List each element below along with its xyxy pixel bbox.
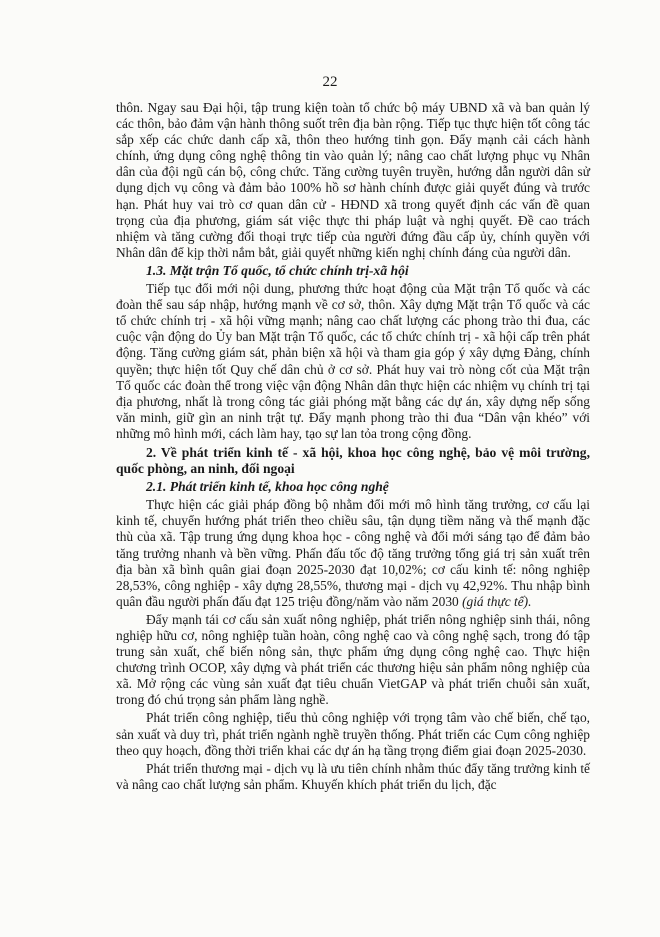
heading-2-1-economic-development: 2.1. Phát triển kinh tế, khoa học công nghệ	[146, 479, 389, 495]
paragraph-trade-services: Phát triển thương mại - dịch vụ là ưu tiên chính nhằm thúc đẩy tăng trưởng kinh tế và nâng cao chất lượng sản phẩm. Khuyến khích phát triển du lịch, đặc	[116, 760, 590, 792]
paragraph-commune-government: thôn. Ngay sau Đại hội, tập trung kiện toàn tổ chức bộ máy UBND xã và ban quản lý các thôn, bảo đảm vận hành thông suốt trên địa bàn rộng. Tiếp tục thực hiện tốt công tác sắp xếp các chức danh cấp xã, thôn theo hướng tinh gọn. Đẩy mạnh cải cách hành chính, ứng dụng công nghệ thông tin vào quản lý; nâng cao chất lượng phục vụ Nhân dân của đội ngũ cán bộ, công chức. Tăng cường tuyên truyền, hướng dẫn người dân sử dụng dịch vụ công và đảm bảo 100% hồ sơ hành chính được giải quyết đúng và trước hạn. Phát huy vai trò cơ quan dân cử - HĐND xã trong quyết định các vấn đề quan trọng của địa phương, giám sát việc thực thi pháp luật và nghị quyết. Đề cao trách nhiệm và tăng cường đối thoại trực tiếp của người đứng đầu cấp ủy, chính quyền với Nhân dân để kịp thời nắm bắt, giải quyết những kiến nghị chính đáng của người dân.	[116, 100, 590, 260]
document-body	[116, 100, 590, 795]
page-number: 22	[322, 74, 338, 90]
growth-model-text: Thực hiện các giải pháp đồng bộ nhằm đổi mới mô hình tăng trưởng, cơ cấu lại kinh tế, chuyển hướng phát triển theo chiều sâu, tận dụng tiềm năng và thế mạnh đặc thù của xã. Tập trung ứng dụng khoa học - công nghệ và đổi mới sáng tạo để đảm bảo tăng trưởng nhanh và bền vững. Phấn đấu tốc độ tăng trưởng tổng giá trị sản xuất trên địa bàn xã bình quân giai đoạn 2025-2030 đạt 10,02%; cơ cấu kinh tế: nông nghiệp 28,53%, công nghiệp - xây dựng 28,55%, thương mại - dịch vụ 42,92%. Thu nhập bình quân đầu người phấn đấu đạt 125 triệu đồng/năm vào năm 2030	[116, 497, 590, 609]
paragraph-fatherland-front: Tiếp tục đổi mới nội dung, phương thức hoạt động của Mặt trận Tổ quốc và các đoàn thể sau sáp nhập, hướng mạnh về cơ sở, thôn. Xây dựng Mặt trận Tổ quốc và các tổ chức chính trị - xã hội vững mạnh; nâng cao chất lượng các phong trào thi đua, các cuộc vận động do Ủy ban Mặt trận Tổ quốc, các tổ chức chính trị - xã hội cấp trên phát động. Tăng cường giám sát, phản biện xã hội và tham gia góp ý xây dựng Đảng, chính quyền; thực hiện tốt Quy chế dân chủ ở cơ sở. Phát huy vai trò nòng cốt của Mặt trận Tổ quốc các đoàn thể trong việc vận động Nhân dân thực hiện các nhiệm vụ chính trị tại địa phương, nhất là trong công tác giải phóng mặt bằng các dự án, xây dựng nếp sống văn minh, giữ gìn an ninh trật tự. Đẩy mạnh phong trào thi đua “Dân vận khéo” với những mô hình mới, cách làm hay, tạo sự lan tỏa trong cộng đồng.	[116, 281, 590, 441]
current-price-note: (giá thực tế).	[462, 593, 532, 609]
heading-1-3-fatherland-front: 1.3. Mặt trận Tổ quốc, tổ chức chính trị-xã hội	[146, 262, 409, 278]
paragraph-industry: Phát triển công nghiệp, tiểu thủ công nghiệp với trọng tâm vào chế biến, chế tạo, sản xuất và duy trì, phát triển ngành nghề truyền thống. Phát triển các Cụm công nghiệp theo quy hoạch, đồng thời triển khai các dự án hạ tầng trọng điểm giai đoạn 2025-2030.	[116, 710, 590, 758]
paragraph-agriculture: Đẩy mạnh tái cơ cấu sản xuất nông nghiệp, phát triển nông nghiệp sinh thái, nông nghiệp hữu cơ, nông nghiệp tuần hoàn, công nghệ cao và công nghệ sạch, trong đó tập trung sản xuất, chế biến nông sản, thực phẩm ứng dụng công nghệ cao. Thực hiện chương trình OCOP, xây dựng và phát triển các thương hiệu sản phẩm nông nghiệp của xã. Mở rộng các vùng sản xuất đạt tiêu chuẩn VietGAP và phát triển chuỗi sản xuất, trong đó chú trọng sản phẩm làng nghề.	[116, 611, 590, 708]
heading-2-socioeconomic-development: 2. Về phát triển kinh tế - xã hội, khoa học công nghệ, bảo vệ môi trường, quốc phòng, an ninh, đối ngoại	[116, 444, 590, 477]
paragraph-growth-model	[116, 497, 590, 610]
